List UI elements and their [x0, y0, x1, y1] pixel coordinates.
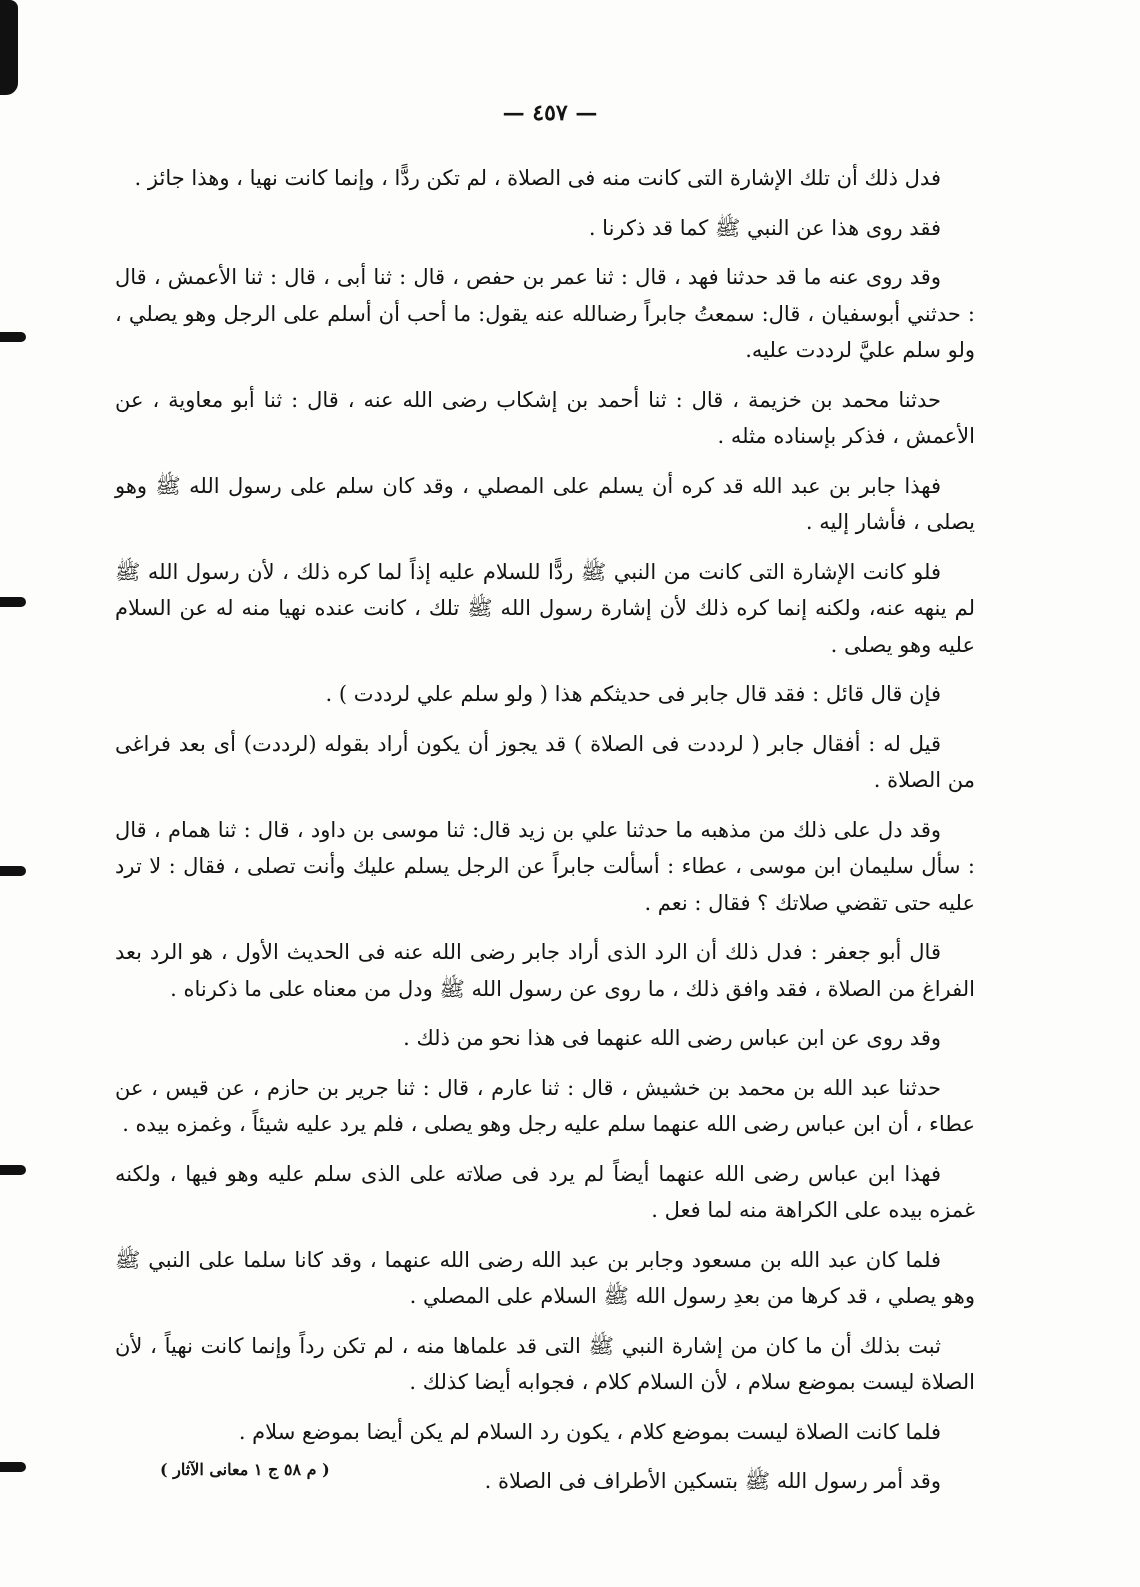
paragraph: حدثنا محمد بن خزيمة ، قال : ثنا أحمد بن إشكاب رضى الله عنه ، قال : ثنا أبو معاوية ، عن الأعمش ، فذكر بإسناده مثله . [115, 387, 975, 448]
paragraph: فهذا جابر بن عبد الله قد كره أن يسلم على المصلي ، وقد كان سلم على رسول الله ﷺ وهو يصلى ، فأشار إليه . [115, 473, 975, 534]
paragraph: قيل له : أفقال جابر ( لرددت فى الصلاة ) قد يجوز أن يكون أراد بقوله (لرددت) أى بعد فراغى من الصلاة . [115, 731, 975, 792]
paragraph: وقد دل على ذلك من مذهبه ما حدثنا علي بن زيد قال: ثنا موسى بن داود ، قال : ثنا همام ، قال : سأل سليمان ابن موسى ، عطاء : أسألت جابراً عن الرجل يسلم عليك وأنت تصلى ، فقال : لا ترد عليه حتى تقضي صلاتك ؟ فقال : نعم . [115, 817, 975, 915]
paragraph: فدل ذلك أن تلك الإشارة التى كانت منه فى الصلاة ، لم تكن ردًّا ، وإنما كانت نهيا ، وهذا جائز . [134, 166, 941, 190]
paragraph: قال أبو جعفر : فدل ذلك أن الرد الذى أراد جابر رضى الله عنه فى الحديث الأول ، هو الرد بعد الفراغ من الصلاة ، فقد وافق ذلك ، ما روى عن رسول الله ﷺ ودل من معناه على ما ذكرناه . [115, 940, 975, 1001]
paragraph: فقد روى هذا عن النبي ﷺ كما قد ذكرنا . [588, 215, 941, 240]
paragraph: وقد أمر رسول الله ﷺ بتسكين الأطراف فى الصلاة . [484, 1469, 941, 1493]
paragraph: فهذا ابن عباس رضى الله عنهما أيضاً لم يرد فى صلاته على الذى سلم عليه وهو فيها ، ولكنه غمزه بيده على الكراهة منه لما فعل . [115, 1161, 975, 1222]
paragraph: فلو كانت الإشارة التى كانت من النبي ﷺ ردًّا للسلام عليه إذاً لما كره ذلك ، لأن رسول الله ﷺ لم ينهه عنه، ولكنه إنما كره ذلك لأن إشارة رسول الله ﷺ تلك ، كانت عنده نهيا منه له عن السلام عليه وهو يصلى . [115, 559, 975, 657]
scan-edge-mark [0, 1165, 26, 1175]
scan-edge-mark [0, 866, 26, 876]
page-number: — ٤٥٧ — [502, 100, 598, 126]
scan-edge-mark [0, 597, 26, 607]
paragraph: وقد روى عن ابن عباس رضى الله عنهما فى هذا نحو من ذلك . [403, 1026, 941, 1050]
paragraph: فلما كانت الصلاة ليست بموضع كلام ، يكون رد السلام لم يكن أيضا بموضع سلام . [238, 1419, 941, 1444]
footer-reference: ( م ٥٨ ج ١ معانى الآثار ) [160, 1460, 330, 1479]
paragraph: فإن قال قائل : فقد قال جابر فى حديثكم هذا ( ولو سلم علي لرددت ) . [325, 682, 941, 706]
scan-edge-mark [0, 332, 26, 342]
paragraph: حدثنا عبد الله بن محمد بن خشيش ، قال : ثنا عارم ، قال : ثنا جرير بن حازم ، عن قيس ، عن عطاء ، أن ابن عباس رضى الله عنهما سلم عليه رجل وهو يصلى ، فلم يرد عليه شيئاً ، وغمزه بيده . [115, 1075, 975, 1136]
scan-edge-shadow [0, 0, 18, 95]
paragraph: فلما كان عبد الله بن مسعود وجابر بن عبد الله رضى الله عنهما ، وقد كانا سلما على النبي ﷺ وهو يصلي ، قد كرها من بعدِ رسول الله ﷺ السلام على المصلي . [115, 1247, 975, 1308]
paragraph: ثبت بذلك أن ما كان من إشارة النبي ﷺ التى قد علماها منه ، لم تكن رداً وإنما كانت نهياً ، لأن الصلاة ليست بموضع سلام ، لأن السلام كلام ، فجوابه أيضا كذلك . [115, 1333, 975, 1394]
scan-edge-mark [0, 1462, 26, 1472]
main-text [115, 160, 975, 1513]
paragraph: وقد روى عنه ما قد حدثنا فهد ، قال : ثنا عمر بن حفص ، قال : ثنا أبى ، قال : ثنا الأعمش ، قال : حدثني أبوسفيان ، قال: سمعتُ جابراً رضىالله عنه يقول: ما أحب أن أسلم على الرجل وهو يصلي ، ولو سلم عليَّ لرددت عليه. [115, 265, 975, 362]
